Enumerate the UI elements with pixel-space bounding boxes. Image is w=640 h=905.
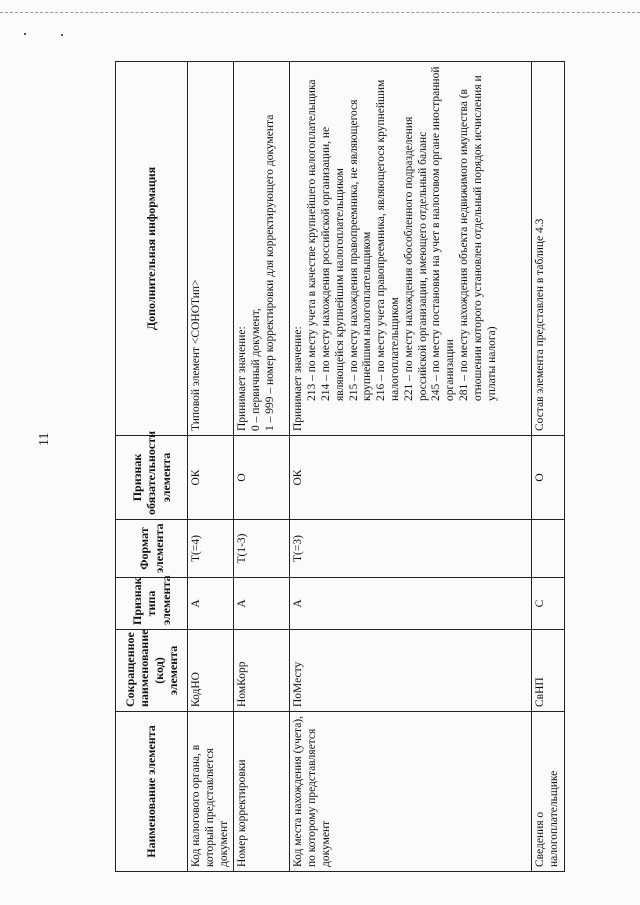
table-row (532, 62, 565, 872)
cell-format: Т(=3) (290, 520, 532, 578)
scan-top-border (0, 12, 640, 13)
cell-element-name: Код места нахождения (учета), по которому представляется документ (290, 712, 532, 872)
page-number: 11 (37, 432, 52, 446)
header-short-code: Сокращенное наименование (код) элемента (116, 630, 188, 712)
cell-short-code: НомКорр (234, 630, 290, 712)
cell-type: А (290, 578, 532, 630)
info-line: 0 – первичный документ, (250, 308, 263, 431)
cell-format: Т(=4) (188, 520, 234, 578)
cell-required: ОК (290, 436, 532, 520)
value-214: 214 – по месту нахождения российской организации, не являющейся крупнейшим налогоплательщиком (319, 126, 346, 401)
cell-info (234, 62, 290, 436)
table-row (188, 62, 234, 872)
elements-table (115, 61, 565, 872)
header-required: Признак обязательности элемента (116, 436, 188, 520)
cell-info (290, 62, 532, 436)
cell-short-code: ПоМесту (290, 630, 532, 712)
info-line: Принимает значение: (236, 326, 249, 431)
value-213: 213 – по месту учета в качестве крупнейшего налогоплательщика (306, 79, 319, 401)
cell-element-name: Номер корректировки (234, 712, 290, 872)
table-row (234, 62, 290, 872)
table-header-row (116, 62, 188, 872)
scan-speck (61, 34, 63, 36)
value-245: 245 – по месту постановки на учет в налоговом органе иностранной организации (430, 66, 457, 401)
header-element-name: Наименование элемента (116, 712, 188, 872)
info-line: 1 – 999 – номер корректировки для корректирующего документа (263, 114, 276, 431)
cell-type: А (188, 578, 234, 630)
header-info: Дополнительная информация (116, 62, 188, 436)
cell-format: Т(1-3) (234, 520, 290, 578)
cell-format (532, 520, 565, 578)
value-221: 221 – по месту нахождения обособленного подразделения российской организации, имеющего отдельный баланс (402, 116, 429, 401)
cell-short-code: КодНО (188, 630, 234, 712)
cell-required: О (234, 436, 290, 520)
cell-element-name: Сведения о налогоплательщике (532, 712, 565, 872)
value-216: 216 – по месту учета правопреемника, являющегося крупнейшим налогоплательщиком (375, 79, 401, 401)
table-row (290, 62, 532, 872)
cell-type: А (234, 578, 290, 630)
cell-type: С (532, 578, 565, 630)
cell-required: О (532, 436, 565, 520)
value-281: 281 – по месту нахождения объекта недвижимого имущества (в отношении которого установлен отдельный порядок исчисления и уплаты налога) (457, 75, 498, 401)
scan-speck (24, 33, 26, 35)
cell-element-name: Код налогового органа, в который представляется документ (188, 712, 234, 872)
cell-info: Состав элемента представлен в таблице 4.3 (532, 62, 565, 436)
cell-required: ОК (188, 436, 234, 520)
value-215: 215 – по месту нахождения правопреемника, не являющегося крупнейшим налогоплательщиком (347, 99, 374, 401)
rotated-page (115, 62, 565, 872)
header-type: Признак типа элемента (116, 578, 188, 630)
header-format: Формат элемента (116, 520, 188, 578)
cell-short-code: СвНП (532, 630, 565, 712)
info-intro: Принимает значение: (292, 326, 305, 431)
cell-info: Типовой элемент <СОНОТип> (188, 62, 234, 436)
